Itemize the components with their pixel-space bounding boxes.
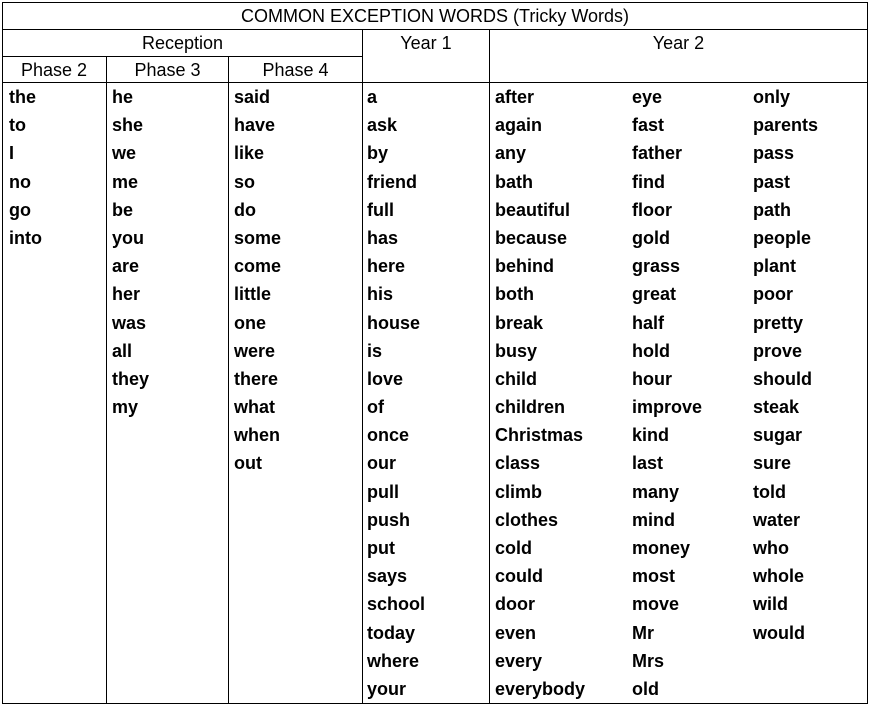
- word: after: [495, 87, 535, 107]
- word: because: [495, 227, 568, 248]
- border-top: [2, 2, 868, 3]
- reception-divider: [2, 56, 363, 57]
- word: pretty: [753, 312, 804, 333]
- word: once: [367, 425, 410, 446]
- border-right: [867, 2, 868, 704]
- word: past: [753, 171, 791, 192]
- word: find: [632, 171, 665, 192]
- word: here: [367, 256, 406, 277]
- word: there: [234, 368, 279, 389]
- border-bottom: [2, 703, 868, 704]
- word: me: [112, 171, 139, 192]
- word: school: [367, 594, 426, 615]
- word: children: [495, 397, 566, 418]
- word: be: [112, 199, 134, 220]
- word: of: [367, 397, 384, 418]
- word: everybody: [495, 678, 586, 699]
- word: every: [495, 650, 543, 671]
- word: again: [495, 115, 543, 136]
- word: pass: [753, 143, 795, 164]
- word: half: [632, 312, 665, 333]
- word: have: [234, 115, 276, 136]
- word: said: [234, 87, 271, 107]
- word: kind: [632, 425, 670, 446]
- header-phase2: Phase 2: [20, 60, 88, 80]
- word: come: [234, 256, 282, 277]
- word: all: [112, 340, 133, 361]
- word: pull: [367, 481, 399, 502]
- word: improve: [632, 397, 703, 418]
- word: parents: [753, 115, 819, 136]
- word: friend: [367, 171, 418, 192]
- word: are: [112, 256, 140, 277]
- word: the: [9, 87, 36, 107]
- word: path: [753, 199, 791, 220]
- word: wild: [753, 594, 788, 615]
- word: has: [367, 227, 399, 248]
- word: fast: [632, 115, 665, 136]
- word: steak: [753, 397, 800, 418]
- word: do: [234, 199, 256, 220]
- word: she: [112, 115, 144, 136]
- year1-year2-divider: [489, 29, 490, 704]
- phase2-divider: [106, 56, 107, 704]
- word: last: [632, 453, 664, 474]
- word: people: [753, 227, 812, 248]
- header-phase3: Phase 3: [134, 60, 201, 80]
- word: any: [495, 143, 527, 164]
- word: great: [632, 284, 677, 305]
- word: most: [632, 566, 676, 587]
- word: my: [112, 397, 139, 418]
- word: full: [367, 199, 394, 220]
- phase4-word-list: [234, 85, 281, 480]
- word: ask: [367, 115, 398, 136]
- word: we: [112, 143, 137, 164]
- word: love: [367, 368, 404, 389]
- word: put: [367, 538, 395, 558]
- phase2-word-list: [9, 85, 42, 254]
- word: were: [234, 340, 276, 361]
- word: so: [234, 171, 256, 192]
- header-phase4: Phase 4: [262, 60, 329, 80]
- word: his: [367, 284, 394, 305]
- word: today: [367, 622, 416, 643]
- word: both: [495, 284, 534, 305]
- word: eye: [632, 87, 663, 107]
- word: beautiful: [495, 199, 570, 220]
- word: break: [495, 312, 544, 333]
- phase3-word-list: [112, 85, 149, 423]
- word: when: [234, 425, 281, 446]
- header-reception: Reception: [141, 33, 224, 53]
- word: he: [112, 87, 134, 107]
- word: busy: [495, 340, 538, 361]
- word: our: [367, 453, 396, 474]
- title-divider: [2, 29, 868, 30]
- page-title: COMMON EXCEPTION WORDS (Tricky Words): [241, 6, 629, 26]
- phase3-divider: [228, 56, 229, 704]
- word: water: [753, 509, 801, 530]
- word: where: [367, 650, 420, 671]
- word: some: [234, 227, 282, 248]
- word: prove: [753, 340, 803, 361]
- word: I: [9, 143, 15, 164]
- word: a: [367, 87, 378, 107]
- word: could: [495, 566, 543, 587]
- word: her: [112, 284, 141, 305]
- word: climb: [495, 481, 543, 502]
- word: gold: [632, 227, 670, 248]
- word: bath: [495, 171, 533, 192]
- word: father: [632, 143, 683, 164]
- word: hour: [632, 368, 672, 389]
- word: house: [367, 312, 421, 333]
- word: by: [367, 143, 389, 164]
- word: go: [9, 199, 31, 220]
- word: poor: [753, 284, 793, 305]
- word: what: [234, 397, 276, 418]
- border-left: [2, 2, 3, 704]
- word: mind: [632, 509, 675, 530]
- word: to: [9, 115, 26, 136]
- word: like: [234, 143, 265, 164]
- year2-word-list-2: [632, 85, 702, 705]
- word: told: [753, 481, 786, 502]
- year1-word-list: [367, 85, 425, 705]
- word: out: [234, 453, 262, 474]
- word: Mr: [632, 622, 654, 643]
- word: floor: [632, 199, 672, 220]
- header-year1: Year 1: [400, 33, 452, 53]
- word: they: [112, 368, 150, 389]
- word: sugar: [753, 425, 803, 446]
- word: even: [495, 622, 537, 643]
- year2-word-list-1: [495, 85, 585, 705]
- word: move: [632, 594, 680, 615]
- year2-word-list-3: [753, 85, 818, 649]
- word: should: [753, 368, 812, 389]
- word: you: [112, 227, 145, 248]
- word: no: [9, 171, 31, 192]
- word: Mrs: [632, 650, 665, 671]
- word: Christmas: [495, 425, 584, 446]
- word: class: [495, 453, 541, 474]
- word: little: [234, 284, 272, 305]
- word: was: [112, 312, 147, 333]
- word: door: [495, 594, 535, 615]
- word: whole: [753, 566, 805, 587]
- word: child: [495, 368, 538, 389]
- word: grass: [632, 256, 681, 277]
- word: into: [9, 227, 42, 248]
- header-year2: Year 2: [652, 33, 705, 53]
- word: old: [632, 678, 659, 699]
- word: sure: [753, 453, 792, 474]
- word: says: [367, 566, 408, 587]
- word: one: [234, 312, 267, 333]
- word: money: [632, 538, 691, 558]
- word: your: [367, 678, 407, 699]
- word: many: [632, 481, 680, 502]
- word: cold: [495, 538, 533, 558]
- word: only: [753, 87, 791, 107]
- word: plant: [753, 256, 796, 277]
- reception-year1-divider: [362, 29, 363, 704]
- header-divider: [2, 82, 868, 83]
- word: who: [753, 538, 789, 558]
- word: hold: [632, 340, 670, 361]
- word: clothes: [495, 509, 559, 530]
- word: push: [367, 509, 410, 530]
- word: is: [367, 340, 383, 361]
- word: would: [753, 622, 805, 643]
- word: behind: [495, 256, 554, 277]
